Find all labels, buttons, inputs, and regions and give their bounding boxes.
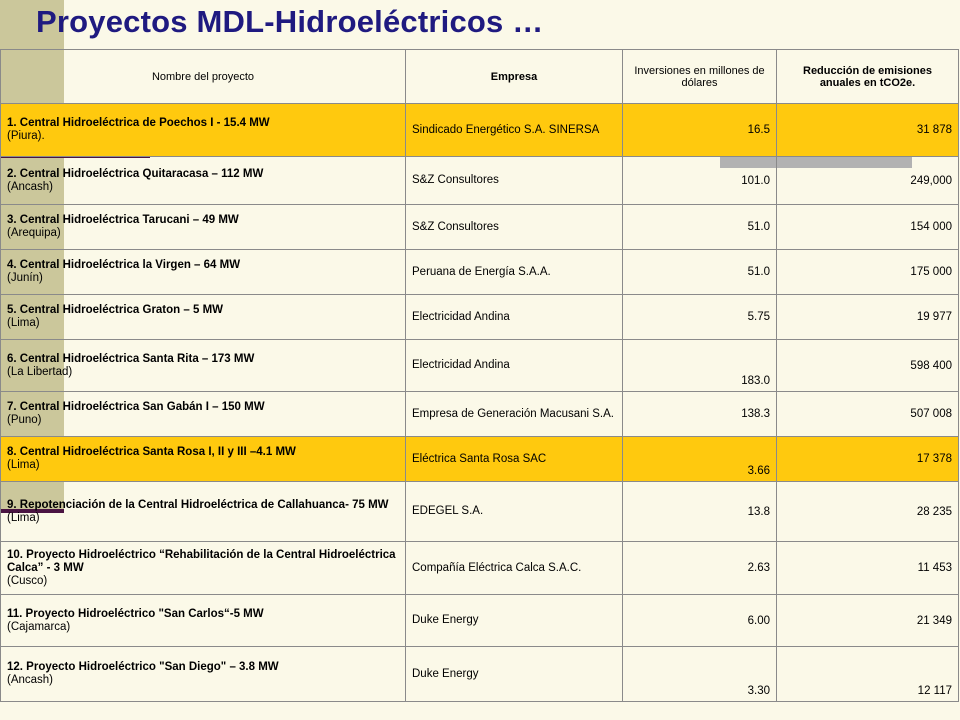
project-region: (Arequipa) — [7, 227, 61, 239]
project-name: 4. Central Hidroeléctrica la Virgen – 64 MW — [7, 259, 241, 271]
project-cell — [1, 104, 406, 157]
reduction-cell: 31 878 — [777, 104, 959, 157]
project-name: 8. Central Hidroeléctrica Santa Rosa I, II y III –4.1 MW — [7, 446, 296, 458]
project-cell — [1, 157, 406, 205]
table-row — [1, 104, 959, 157]
project-region: (Junín) — [7, 272, 43, 284]
reduction-cell: 28 235 — [777, 482, 959, 542]
project-cell — [1, 392, 406, 437]
table-row — [1, 647, 959, 702]
reduction-cell: 17 378 — [777, 437, 959, 482]
project-name: 1. Central Hidroeléctrica de Poechos I - 15.4 MW — [7, 117, 270, 129]
project-name: 6. Central Hidroeléctrica Santa Rita – 173 MW — [7, 352, 255, 365]
reduction-cell: 11 453 — [777, 542, 959, 595]
project-region: (Cusco) — [7, 574, 48, 587]
project-name: 10. Proyecto Hidroeléctrico “Rehabilitación de la Central Hidroeléctrica Calca” - 3 MW — [7, 548, 396, 574]
header-inversion: Inversiones en millones de dólares — [623, 50, 777, 104]
project-region: (Lima) — [7, 317, 40, 329]
project-cell — [1, 437, 406, 482]
reduction-cell: 249,000 — [777, 157, 959, 205]
investment-cell: 16.5 — [623, 104, 777, 157]
company-cell: Compañía Eléctrica Calca S.A.C. — [406, 542, 623, 595]
project-region: (Cajamarca) — [7, 620, 71, 633]
table-row — [1, 542, 959, 595]
reduction-cell: 598 400 — [777, 340, 959, 392]
project-name: 2. Central Hidroeléctrica Quitaracasa – 112 MW — [7, 167, 264, 180]
investment-cell: 3.30 — [623, 647, 777, 702]
project-cell — [1, 250, 406, 295]
project-region: (Lima) — [7, 511, 40, 524]
investment-cell: 3.66 — [623, 437, 777, 482]
project-cell — [1, 595, 406, 647]
project-name: 12. Proyecto Hidroeléctrico "San Diego" – 3.8 MW — [7, 661, 279, 673]
investment-cell: 5.75 — [623, 295, 777, 340]
table-row — [1, 295, 959, 340]
header-empresa: Empresa — [406, 50, 623, 104]
company-cell: Eléctrica Santa Rosa SAC — [406, 437, 623, 482]
table-row — [1, 595, 959, 647]
investment-cell: 13.8 — [623, 482, 777, 542]
company-cell: Empresa de Generación Macusani S.A. — [406, 392, 623, 437]
project-region: (Piura). — [7, 130, 45, 142]
project-region: (Puno) — [7, 414, 42, 426]
investment-cell: 101.0 — [623, 157, 777, 205]
reduction-cell: 19 977 — [777, 295, 959, 340]
table-row — [1, 250, 959, 295]
company-cell: Electricidad Andina — [406, 340, 623, 392]
company-cell: EDEGEL S.A. — [406, 482, 623, 542]
reduction-cell: 175 000 — [777, 250, 959, 295]
project-cell — [1, 295, 406, 340]
investment-cell: 51.0 — [623, 250, 777, 295]
reduction-cell: 507 008 — [777, 392, 959, 437]
table-row — [1, 340, 959, 392]
table-row — [1, 205, 959, 250]
company-cell: S&Z Consultores — [406, 157, 623, 205]
table-row — [1, 157, 959, 205]
reduction-cell: 21 349 — [777, 595, 959, 647]
reduction-cell: 12 117 — [777, 647, 959, 702]
project-region: (Ancash) — [7, 674, 54, 686]
investment-cell: 138.3 — [623, 392, 777, 437]
project-region: (Ancash) — [7, 180, 54, 193]
table-row — [1, 482, 959, 542]
company-cell: Duke Energy — [406, 595, 623, 647]
project-name: 5. Central Hidroeléctrica Graton – 5 MW — [7, 304, 224, 316]
investment-cell: 6.00 — [623, 595, 777, 647]
company-cell: S&Z Consultores — [406, 205, 623, 250]
project-region: (Lima) — [7, 459, 40, 471]
table-header-row — [1, 50, 959, 104]
page-title: Proyectos MDL-Hidroeléctricos … — [36, 4, 544, 39]
investment-cell: 2.63 — [623, 542, 777, 595]
table-row — [1, 392, 959, 437]
table-row — [1, 437, 959, 482]
project-region: (La Libertad) — [7, 365, 73, 378]
header-proyecto: Nombre del proyecto — [1, 50, 406, 104]
project-cell — [1, 205, 406, 250]
project-cell — [1, 340, 406, 392]
company-cell: Peruana de Energía S.A.A. — [406, 250, 623, 295]
investment-cell: 183.0 — [623, 340, 777, 392]
project-cell — [1, 542, 406, 595]
company-cell: Duke Energy — [406, 647, 623, 702]
projects-table — [0, 49, 959, 702]
company-cell: Electricidad Andina — [406, 295, 623, 340]
reduction-cell: 154 000 — [777, 205, 959, 250]
project-name: 9. Repotenciación de la Central Hidroeléctrica de Callahuanca- 75 MW — [7, 498, 389, 511]
project-cell — [1, 482, 406, 542]
project-name: 11. Proyecto Hidroeléctrico "San Carlos“-5 MW — [7, 607, 264, 620]
project-name: 7. Central Hidroeléctrica San Gabán I – 150 MW — [7, 401, 265, 413]
company-cell: Sindicado Energético S.A. SINERSA — [406, 104, 623, 157]
investment-cell: 51.0 — [623, 205, 777, 250]
header-reduccion: Reducción de emisiones anuales en tCO2e. — [777, 50, 959, 104]
project-name: 3. Central Hidroeléctrica Tarucani – 49 MW — [7, 214, 239, 226]
project-cell — [1, 647, 406, 702]
